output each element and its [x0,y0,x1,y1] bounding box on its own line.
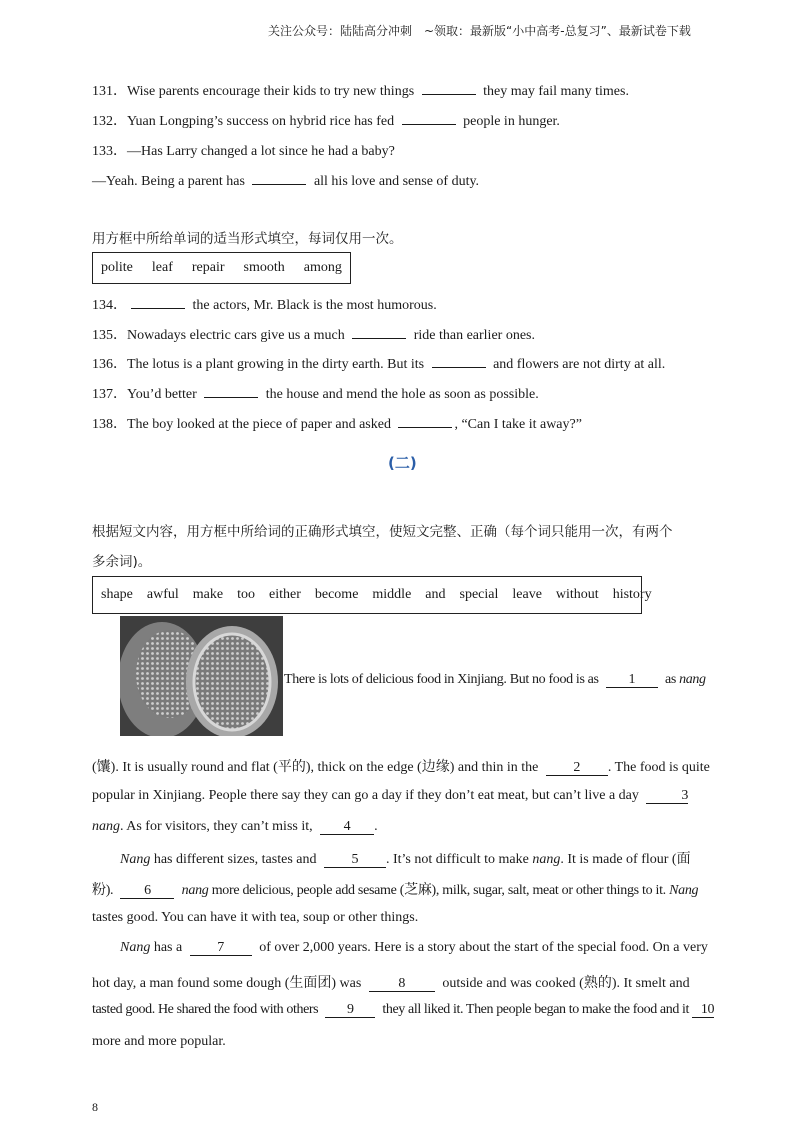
word-option: become [314,587,359,602]
question-text: all his love and sense of duty. [313,174,480,189]
passage-line-10 [92,1002,714,1018]
question-text: they may fail many times. [483,84,629,99]
question-number: 131． [92,84,127,99]
passage-text: . It’s not difficult to make [385,852,529,867]
question-133 [92,140,395,160]
question-number: 133． [92,144,127,159]
passage-line-1 [284,672,706,688]
passage-text: . The food is quite [607,760,710,775]
passage-text: as [664,672,676,687]
question-text: Nowadays electric cars give us a much [127,328,345,343]
passage-text: hot day, a man found some dough (生面团) was [92,976,362,991]
passage-line-11: more and more popular. [92,1034,226,1049]
word-box-part2 [92,252,351,284]
passage-line-3 [92,788,688,804]
question-132 [92,110,560,130]
answer-blank[interactable] [398,413,452,428]
blank-9[interactable]: 9 [325,1003,375,1018]
word-option: history [612,587,652,602]
question-number: 137． [92,387,127,402]
answer-blank[interactable] [402,110,456,125]
word-option: repair [191,260,225,275]
blank-8[interactable]: 8 [369,977,435,992]
passage-text: more delicious, people add sesame (芝麻), milk, sugar, salt, meat or other things to it. [211,883,666,898]
question-text: You’d better [127,387,197,402]
question-131 [92,80,629,100]
question-134 [92,294,437,314]
passage-text: 粉). [92,883,114,898]
question-text: ride than earlier ones. [413,328,535,343]
passage-text: nang [679,672,706,687]
passage-text: has a [153,940,183,955]
blank-10[interactable]: 10 [692,1003,714,1018]
word-option: leaf [151,260,173,275]
word-box-part3 [92,576,652,614]
question-number: 132． [92,114,127,129]
passage-text: outside and was cooked (熟的). It smelt and [442,976,690,991]
question-number: 138． [92,417,127,432]
passage-text: . It is made of flour (面 [560,852,691,867]
blank-5[interactable]: 5 [324,853,386,868]
answer-blank[interactable] [432,353,486,368]
question-number: 134． [92,298,127,313]
question-text: people in hunger. [463,114,560,129]
question-text: The boy looked at the piece of paper and asked [127,417,391,432]
passage-line-6 [92,879,698,899]
blank-7[interactable]: 7 [190,941,252,956]
blank-1[interactable]: 1 [606,673,658,688]
question-138 [92,413,582,433]
passage-text: popular in Xinjiang. People there say they can go a day if they don’t eat meat, but can’t live a day [92,788,639,803]
question-text: Wise parents encourage their kids to try new things [127,84,415,99]
answer-blank[interactable] [352,324,406,339]
section-title: (二) [388,454,417,472]
question-text: the house and mend the hole as soon as possible. [265,387,539,402]
instruction-part2: 用方框中所给单词的适当形式填空，每词仅用一次。 [92,231,403,247]
instruction-part3-line2: 多余词)。 [92,554,152,570]
question-text: , “Can I take it away?” [454,417,582,432]
word-option: either [269,587,301,602]
blank-6[interactable]: 6 [120,884,174,899]
word-option: too [237,587,255,602]
word-option: and [425,587,446,602]
passage-line-4 [92,819,378,835]
word-option: smooth [243,260,285,275]
blank-2[interactable]: 2 [546,761,608,776]
passage-line-8 [120,940,708,956]
passage-text: Nang [669,883,699,898]
question-135 [92,324,535,344]
passage-text: There is lots of delicious food in Xinjiang. But no food is as [284,672,599,687]
passage-text: (馕). It is usually round and flat (平的), thick on the edge (边缘) and thin in the [92,760,539,775]
passage-text: nang [181,883,209,898]
question-text: —Has Larry changed a lot since he had a baby? [127,144,395,159]
word-option: among [303,260,342,275]
passage-line-9 [92,972,690,992]
question-text: and flowers are not dirty at all. [493,357,666,372]
passage-text: they all liked it. Then people began to make the food and it [382,1002,689,1017]
word-option: middle [372,587,412,602]
passage-line-5 [120,848,691,868]
passage-text: of over 2,000 years. Here is a story about the start of the special food. On a very [259,940,708,955]
question-text: the actors, Mr. Black is the most humorous. [192,298,437,313]
passage-line-7: tastes good. You can have it with tea, soup or other things. [92,910,419,925]
passage-text: tasted good. He shared the food with others [92,1002,319,1017]
question-text: Yuan Longping’s success on hybrid rice has fed [127,114,395,129]
passage-text: nang [532,852,561,867]
page-header: 关注公众号：陆陆高分冲刺 ~领取：最新版“小中高考-总复习”、最新试卷下载 [268,24,691,38]
word-option: without [555,587,599,602]
nang-bread-photo [120,616,283,736]
blank-4[interactable]: 4 [320,820,374,835]
passage-text: Nang [120,852,151,867]
question-text: The lotus is a plant growing in the dirty earth. But its [127,357,425,372]
answer-blank[interactable] [422,80,476,95]
answer-blank[interactable] [252,170,306,185]
question-136 [92,353,665,373]
question-137 [92,383,539,403]
word-option: shape [101,587,133,602]
word-option: awful [146,587,179,602]
word-option: polite [101,260,133,275]
word-option: make [192,587,224,602]
answer-blank[interactable] [131,294,185,309]
passage-line-2 [92,756,710,776]
passage-text: nang [92,819,120,834]
passage-text: Nang [120,940,151,955]
question-133-line2 [92,170,479,190]
question-number: 136． [92,357,127,372]
passage-text: . [374,819,378,834]
passage-text: . As for visitors, they can’t miss it, [120,819,313,834]
instruction-part3-line1: 根据短文内容，用方框中所给词的正确形式填空，使短文完整、正确（每个词只能用一次，有两个 [92,524,673,540]
blank-3[interactable]: 3 [646,789,688,804]
passage-text: has different sizes, tastes and [153,852,317,867]
question-text: —Yeah. Being a parent has [92,174,245,189]
word-option: special [459,587,499,602]
question-number: 135． [92,328,127,343]
word-option: leave [512,587,542,602]
answer-blank[interactable] [204,383,258,398]
page-number: 8 [92,1100,98,1114]
